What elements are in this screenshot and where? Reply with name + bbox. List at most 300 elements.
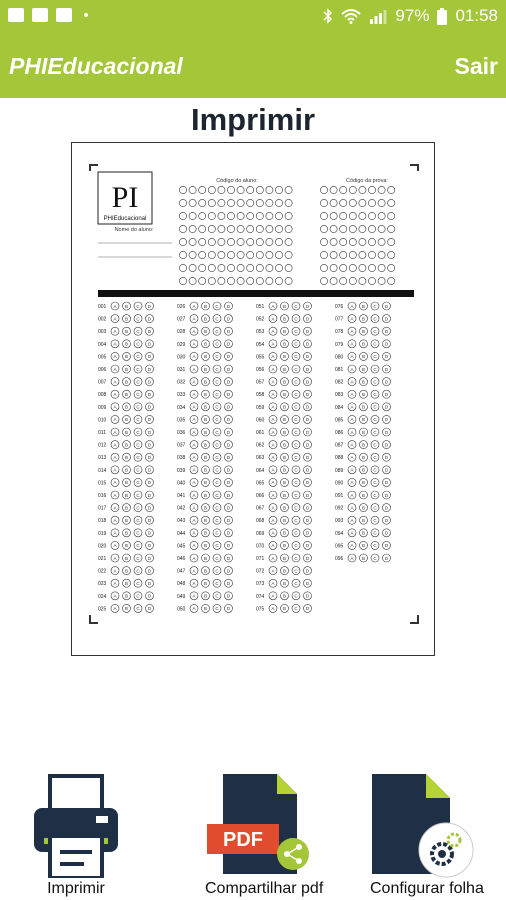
student-code-bubble xyxy=(237,251,244,258)
answer-option-letter: B xyxy=(361,329,366,334)
exam-code-bubble xyxy=(378,277,385,284)
answer-option-letter: D xyxy=(384,480,389,486)
answer-option-letter: B xyxy=(203,480,208,486)
exam-code-bubble xyxy=(388,251,395,258)
student-code-bubble xyxy=(247,251,254,258)
question-number: 006 xyxy=(98,367,107,373)
answer-option-letter: D xyxy=(305,354,310,360)
answer-option-letter: C xyxy=(136,417,140,423)
answer-option-letter: D xyxy=(384,354,389,360)
answer-option-letter: A xyxy=(271,543,275,549)
question-number: 044 xyxy=(177,530,186,537)
exam-code-bubble xyxy=(359,225,366,232)
answer-option-letter: A xyxy=(271,518,275,523)
exam-code-bubble xyxy=(320,186,327,193)
answer-option-letter: C xyxy=(373,404,377,410)
question-number: 079 xyxy=(335,341,344,348)
answer-option-letter: D xyxy=(384,530,389,536)
answer-option-letter: A xyxy=(271,366,275,372)
answer-option-letter: D xyxy=(147,316,152,322)
answer-option-letter: C xyxy=(373,555,377,561)
student-code-bubble xyxy=(266,277,273,284)
question-number: 047 xyxy=(177,568,186,575)
student-code-bubble xyxy=(218,251,225,258)
answer-option-letter: A xyxy=(113,429,117,435)
answer-option-letter: C xyxy=(215,442,219,448)
answer-option-letter: B xyxy=(203,568,208,574)
exam-code-bubble xyxy=(388,277,395,284)
student-code-bubble xyxy=(199,225,206,232)
answer-option-letter: D xyxy=(147,417,152,423)
answer-option-letter: B xyxy=(282,467,287,473)
exam-code-bubble xyxy=(340,186,347,193)
student-name-label: Nome do aluno: xyxy=(114,227,154,233)
configure-sheet-label: Configurar folha xyxy=(370,880,484,897)
question-number: 043 xyxy=(177,518,186,525)
exam-code-bubble xyxy=(330,251,337,258)
answer-option-letter: A xyxy=(350,505,354,511)
configure-sheet-button[interactable] xyxy=(370,770,484,900)
question-number: 003 xyxy=(98,329,107,336)
exam-code-bubble xyxy=(349,225,356,232)
app-title: PHIEducacional xyxy=(9,53,183,79)
student-code-bubble xyxy=(285,264,292,271)
answer-option-letter: C xyxy=(294,316,298,322)
exam-code-bubble xyxy=(359,277,366,284)
answer-option-letter: C xyxy=(294,492,298,498)
answer-option-letter: D xyxy=(226,442,231,448)
answer-option-letter: B xyxy=(124,581,129,586)
question-number: 015 xyxy=(98,480,107,487)
print-button[interactable] xyxy=(30,770,122,900)
question-number: 081 xyxy=(335,367,344,373)
student-code-bubble xyxy=(285,277,292,284)
student-code-bubble xyxy=(266,225,273,232)
student-code-bubble xyxy=(266,238,273,245)
answer-option-letter: D xyxy=(226,316,231,322)
answer-option-letter: B xyxy=(124,505,129,511)
answer-option-letter: C xyxy=(373,316,377,322)
exam-code-label: Código da prova: xyxy=(346,178,388,184)
answer-option-letter: A xyxy=(113,568,117,574)
answer-option-letter: C xyxy=(136,505,140,511)
answer-sheet-preview xyxy=(71,142,435,656)
print-label: Imprimir xyxy=(47,880,105,897)
answer-option-letter: D xyxy=(147,442,152,448)
answer-option-letter: C xyxy=(373,429,377,435)
answer-option-letter: B xyxy=(361,442,366,448)
answer-option-letter: B xyxy=(361,530,366,536)
answer-option-letter: A xyxy=(350,303,354,309)
student-code-bubble xyxy=(285,199,292,206)
exam-code-bubble xyxy=(359,264,366,271)
student-code-bubble xyxy=(247,199,254,206)
answer-option-letter: B xyxy=(124,480,129,486)
answer-option-letter: B xyxy=(203,379,208,385)
app-bar xyxy=(0,36,506,98)
question-number: 004 xyxy=(98,341,107,348)
question-number: 083 xyxy=(335,392,344,399)
question-number: 068 xyxy=(256,518,265,525)
answer-option-letter: A xyxy=(192,417,196,423)
question-number: 012 xyxy=(98,442,107,449)
answer-option-letter: C xyxy=(136,392,140,397)
question-number: 024 xyxy=(98,593,107,600)
answer-option-letter: A xyxy=(350,429,354,435)
answer-option-letter: B xyxy=(361,467,366,473)
question-number: 005 xyxy=(98,354,107,361)
answer-option-letter: D xyxy=(226,404,231,410)
answer-option-letter: B xyxy=(361,543,366,549)
answer-option-letter: D xyxy=(384,429,389,435)
answer-option-letter: C xyxy=(373,455,377,460)
answer-option-letter: B xyxy=(282,417,287,423)
answer-option-letter: B xyxy=(361,480,366,486)
answer-option-letter: A xyxy=(113,480,117,486)
answer-option-letter: D xyxy=(226,581,231,586)
question-number: 022 xyxy=(98,568,107,575)
answer-option-letter: A xyxy=(192,467,196,473)
answer-option-letter: D xyxy=(305,341,310,347)
question-number: 065 xyxy=(256,480,265,487)
answer-option-letter: D xyxy=(384,329,389,334)
answer-option-letter: B xyxy=(203,316,208,322)
question-number: 058 xyxy=(256,392,265,399)
answer-option-letter: C xyxy=(294,429,298,435)
answer-bubble-grid xyxy=(98,302,391,612)
answer-option-letter: B xyxy=(203,392,208,397)
battery-icon xyxy=(437,8,447,25)
question-number: 030 xyxy=(177,354,186,361)
answer-option-letter: A xyxy=(350,417,354,423)
answer-option-letter: B xyxy=(282,606,287,612)
answer-option-letter: C xyxy=(215,354,219,360)
answer-option-letter: B xyxy=(361,392,366,397)
answer-option-letter: C xyxy=(215,379,219,385)
exam-code-bubble xyxy=(349,251,356,258)
answer-option-letter: D xyxy=(305,543,310,549)
answer-option-letter: D xyxy=(305,404,310,410)
answer-option-letter: C xyxy=(136,316,140,322)
student-code-bubble xyxy=(189,238,196,245)
exam-code-bubble xyxy=(349,186,356,193)
answer-option-letter: B xyxy=(282,392,287,397)
answer-option-letter: B xyxy=(282,429,287,435)
answer-option-letter: B xyxy=(361,417,366,423)
answer-option-letter: B xyxy=(203,492,208,498)
exam-code-bubble xyxy=(378,225,385,232)
question-number: 020 xyxy=(98,543,107,550)
exam-code-bubble xyxy=(368,277,375,284)
student-code-bubble xyxy=(189,186,196,193)
answer-option-letter: A xyxy=(350,442,354,448)
answer-option-letter: B xyxy=(282,581,287,586)
answer-option-letter: C xyxy=(136,492,140,498)
answer-option-letter: C xyxy=(215,329,219,334)
answer-option-letter: B xyxy=(124,417,129,423)
question-number: 033 xyxy=(177,392,186,399)
answer-option-letter: D xyxy=(147,606,152,612)
student-code-bubble xyxy=(275,238,282,245)
exam-code-bubble xyxy=(388,199,395,206)
answer-option-letter: C xyxy=(215,303,219,309)
answer-option-letter: D xyxy=(226,555,231,561)
answer-option-letter: B xyxy=(203,366,208,372)
exam-code-bubble xyxy=(349,264,356,271)
answer-option-letter: B xyxy=(124,392,129,397)
exam-code-bubble xyxy=(368,212,375,219)
student-code-bubble xyxy=(208,264,215,271)
student-code-bubble xyxy=(275,251,282,258)
exam-code-bubble xyxy=(330,199,337,206)
answer-option-letter: B xyxy=(361,518,366,523)
answer-option-letter: B xyxy=(361,555,366,561)
answer-option-letter: A xyxy=(271,480,275,486)
student-code-bubble xyxy=(199,199,206,206)
bluetooth-icon xyxy=(323,8,333,24)
answer-option-letter: C xyxy=(373,354,377,360)
answer-option-letter: D xyxy=(226,417,231,423)
exam-code-bubble xyxy=(388,212,395,219)
exam-code-bubble xyxy=(330,238,337,245)
answer-option-letter: C xyxy=(136,543,140,549)
answer-option-letter: D xyxy=(305,555,310,561)
exam-code-bubble xyxy=(378,264,385,271)
answer-option-letter: C xyxy=(136,341,140,347)
exam-code-bubble xyxy=(340,277,347,284)
answer-option-letter: A xyxy=(271,455,275,460)
question-number: 050 xyxy=(177,606,186,613)
question-number: 049 xyxy=(177,593,186,600)
answer-option-letter: D xyxy=(147,555,152,561)
answer-option-letter: A xyxy=(271,581,275,586)
student-code-bubble xyxy=(275,199,282,206)
exam-code-bubble xyxy=(368,225,375,232)
exam-code-bubble xyxy=(359,186,366,193)
question-number: 032 xyxy=(177,379,186,386)
answer-option-letter: B xyxy=(282,442,287,448)
exam-code-bubble xyxy=(378,251,385,258)
answer-option-letter: C xyxy=(136,480,140,486)
answer-option-letter: B xyxy=(361,316,366,322)
answer-option-letter: A xyxy=(113,505,117,511)
answer-option-letter: D xyxy=(226,505,231,511)
answer-option-letter: D xyxy=(226,455,231,460)
answer-option-letter: B xyxy=(282,303,287,309)
answer-option-letter: B xyxy=(282,366,287,372)
answer-option-letter: A xyxy=(192,442,196,448)
answer-option-letter: A xyxy=(350,392,354,397)
answer-option-letter: D xyxy=(226,392,231,397)
answer-option-letter: A xyxy=(350,518,354,523)
student-code-bubble xyxy=(275,225,282,232)
answer-option-letter: A xyxy=(350,404,354,410)
student-code-bubble xyxy=(256,212,263,219)
answer-option-letter: D xyxy=(305,467,310,473)
student-code-bubble xyxy=(237,186,244,193)
answer-option-letter: B xyxy=(203,442,208,448)
answer-option-letter: C xyxy=(373,518,377,523)
answer-option-letter: A xyxy=(271,354,275,360)
student-code-bubble xyxy=(227,264,234,271)
answer-option-letter: D xyxy=(384,442,389,448)
student-code-bubble xyxy=(237,238,244,245)
student-code-bubble xyxy=(275,186,282,193)
answer-option-letter: C xyxy=(215,581,219,586)
exam-code-bubble xyxy=(388,225,395,232)
answer-option-letter: A xyxy=(271,341,275,347)
answer-option-letter: A xyxy=(113,530,117,536)
answer-option-letter: A xyxy=(350,341,354,347)
answer-option-letter: B xyxy=(361,366,366,372)
answer-option-letter: B xyxy=(124,467,129,473)
answer-option-letter: D xyxy=(305,329,310,334)
student-code-bubble xyxy=(247,212,254,219)
answer-option-letter: D xyxy=(305,518,310,523)
answer-option-letter: C xyxy=(373,442,377,448)
answer-option-letter: A xyxy=(113,329,117,334)
student-code-bubble xyxy=(218,225,225,232)
answer-option-letter: D xyxy=(147,354,152,360)
student-code-bubble xyxy=(266,186,273,193)
student-code-bubble xyxy=(256,186,263,193)
answer-option-letter: B xyxy=(203,329,208,334)
question-number: 031 xyxy=(177,367,186,373)
answer-option-letter: B xyxy=(124,593,129,599)
answer-option-letter: C xyxy=(215,417,219,423)
student-code-bubble xyxy=(285,238,292,245)
student-code-bubble xyxy=(256,238,263,245)
answer-option-letter: C xyxy=(373,329,377,334)
answer-option-letter: A xyxy=(350,492,354,498)
answer-option-letter: A xyxy=(113,606,117,612)
student-code-bubble xyxy=(266,199,273,206)
answer-option-letter: B xyxy=(361,492,366,498)
student-code-bubble xyxy=(179,199,186,206)
exit-button[interactable]: Sair xyxy=(454,53,498,79)
answer-option-letter: B xyxy=(361,303,366,309)
answer-option-letter: B xyxy=(124,429,129,435)
exam-code-bubble xyxy=(330,225,337,232)
answer-option-letter: C xyxy=(136,568,140,574)
answer-option-letter: A xyxy=(113,492,117,498)
question-number: 029 xyxy=(177,341,186,348)
answer-option-letter: B xyxy=(361,455,366,460)
wifi-icon xyxy=(341,8,361,24)
answer-option-letter: D xyxy=(147,392,152,397)
answer-option-letter: A xyxy=(350,543,354,549)
share-pdf-button[interactable] xyxy=(205,770,324,900)
answer-option-letter: C xyxy=(294,392,298,397)
answer-option-letter: C xyxy=(136,366,140,372)
question-number: 034 xyxy=(177,404,186,411)
answer-option-letter: D xyxy=(305,568,310,574)
answer-option-letter: D xyxy=(147,480,152,486)
answer-option-letter: D xyxy=(305,316,310,322)
answer-option-letter: C xyxy=(294,404,298,410)
answer-option-letter: D xyxy=(384,492,389,498)
answer-option-letter: C xyxy=(294,606,298,612)
answer-option-letter: A xyxy=(350,530,354,536)
question-number: 042 xyxy=(177,505,186,512)
question-number: 092 xyxy=(335,505,344,512)
answer-option-letter: A xyxy=(192,581,196,586)
exam-code-bubble xyxy=(320,199,327,206)
answer-option-letter: B xyxy=(282,480,287,486)
answer-option-letter: C xyxy=(136,303,140,309)
question-number: 067 xyxy=(256,505,265,512)
answer-option-letter: C xyxy=(215,455,219,460)
question-number: 095 xyxy=(335,543,344,550)
answer-option-letter: A xyxy=(192,492,196,498)
phi-logo-mark: PI xyxy=(111,181,139,214)
question-number: 087 xyxy=(335,442,344,449)
logo-text: PHIEducacional xyxy=(103,216,147,222)
answer-option-letter: D xyxy=(305,429,310,435)
student-code-bubble xyxy=(208,225,215,232)
answer-option-letter: C xyxy=(136,467,140,473)
answer-option-letter: C xyxy=(294,530,298,536)
student-code-bubble xyxy=(266,212,273,219)
answer-option-letter: C xyxy=(294,366,298,372)
question-number: 086 xyxy=(335,430,344,436)
question-number: 048 xyxy=(177,581,186,588)
answer-option-letter: C xyxy=(136,555,140,561)
question-number: 023 xyxy=(98,581,107,588)
page-title: Imprimir xyxy=(190,102,316,137)
question-number: 036 xyxy=(177,430,186,436)
answer-option-letter: C xyxy=(373,366,377,372)
answer-option-letter: D xyxy=(147,366,152,372)
answer-option-letter: B xyxy=(203,303,208,309)
answer-option-letter: B xyxy=(282,555,287,561)
exam-code-bubble xyxy=(320,225,327,232)
question-number: 072 xyxy=(256,568,265,575)
answer-option-letter: B xyxy=(203,404,208,410)
answer-option-letter: B xyxy=(361,404,366,410)
question-number: 080 xyxy=(335,354,344,361)
answer-option-letter: D xyxy=(305,392,310,397)
answer-option-letter: C xyxy=(373,492,377,498)
exam-code-bubble xyxy=(340,238,347,245)
answer-option-letter: B xyxy=(203,555,208,561)
question-number: 017 xyxy=(98,505,107,512)
exam-code-bubble xyxy=(330,264,337,271)
question-number: 007 xyxy=(98,379,107,386)
answer-option-letter: B xyxy=(282,404,287,410)
answer-option-letter: D xyxy=(226,341,231,347)
answer-option-letter: D xyxy=(305,530,310,536)
answer-option-letter: D xyxy=(384,417,389,423)
student-code-bubble xyxy=(199,251,206,258)
answer-option-letter: C xyxy=(136,442,140,448)
message-icon xyxy=(32,8,48,22)
exam-code-bubble xyxy=(320,212,327,219)
answer-option-letter: D xyxy=(147,593,152,599)
answer-option-letter: D xyxy=(305,455,310,460)
answer-option-letter: A xyxy=(271,429,275,435)
question-number: 014 xyxy=(98,467,107,474)
answer-option-letter: B xyxy=(282,316,287,322)
exam-code-bubble xyxy=(378,199,385,206)
answer-option-letter: B xyxy=(203,341,208,347)
answer-option-letter: B xyxy=(124,341,129,347)
question-number: 028 xyxy=(177,329,186,336)
question-number: 084 xyxy=(335,404,344,411)
answer-option-letter: C xyxy=(294,442,298,448)
question-number: 056 xyxy=(256,367,265,373)
answer-option-letter: A xyxy=(350,480,354,486)
